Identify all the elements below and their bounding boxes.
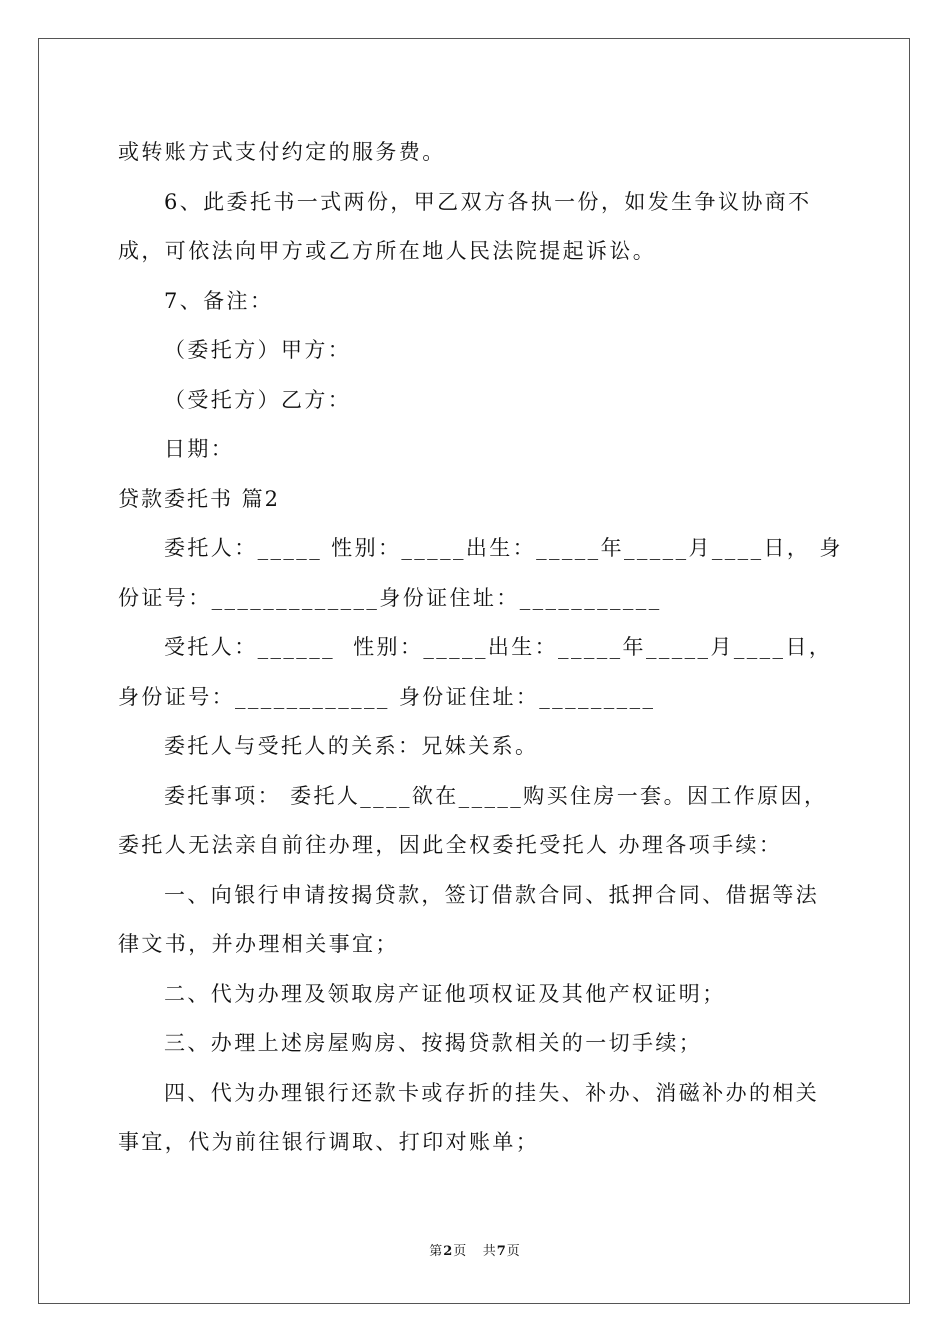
page-footer: [0, 1244, 950, 1260]
agent-id-line: 身份证号：____________ 身份证住址：_________: [118, 684, 656, 709]
page-number: 2: [443, 1244, 454, 1259]
total-pages: 7: [496, 1244, 507, 1259]
paragraph-line: 6、此委托书一式两份，甲乙双方各执一份，如发生争议协商不: [164, 189, 812, 214]
paragraph-line: 成，可依法向甲方或乙方所在地人民法院提起诉讼。: [118, 239, 657, 263]
relationship-line: 委托人与受托人的关系：兄妹关系。: [164, 734, 539, 758]
date-line: 日期：: [164, 437, 235, 461]
paragraph-line: 委托事项： 委托人____欲在_____购买住房一套。因工作原因，: [164, 783, 828, 808]
signature-line-party-a: （委托方）甲方：: [164, 338, 352, 362]
total-prefix: 共: [482, 1244, 497, 1259]
total-suffix: 页: [506, 1244, 521, 1259]
paragraph-line: 或转账方式支付约定的服务费。: [118, 140, 446, 164]
list-item: 四、代为办理银行还款卡或存折的挂失、补办、消磁补办的相关: [164, 1080, 820, 1105]
list-item-continuation: 事宜，代为前往银行调取、打印对账单；: [118, 1130, 540, 1154]
page-suffix: 页: [453, 1244, 468, 1259]
principal-info-line: 委托人：_____ 性别：_____出生：_____年_____月____日， 身: [164, 536, 843, 560]
agent-info-line: 受托人：______ 性别：_____出生：_____年_____月____日，: [164, 635, 833, 659]
section-heading: 贷款委托书 篇2: [118, 486, 281, 511]
signature-line-party-b: （受托方）乙方：: [164, 387, 352, 412]
page-prefix: 第: [429, 1244, 444, 1259]
list-item: 三、办理上述房屋购房、按揭贷款相关的一切手续；: [164, 1031, 703, 1055]
list-item: 二、代为办理及领取房产证他项权证及其他产权证明；: [164, 981, 726, 1006]
list-item-continuation: 律文书，并办理相关事宜；: [118, 932, 399, 956]
paragraph-line: 7、备注：: [164, 288, 274, 313]
paragraph-line: 委托人无法亲自前往办理，因此全权委托受托人 办理各项手续：: [118, 833, 783, 857]
document-body: [118, 128, 843, 1168]
list-item: 一、向银行申请按揭贷款，签订借款合同、抵押合同、借据等法: [164, 882, 820, 907]
principal-id-line: 份证号：_____________身份证住址：___________: [118, 585, 662, 610]
